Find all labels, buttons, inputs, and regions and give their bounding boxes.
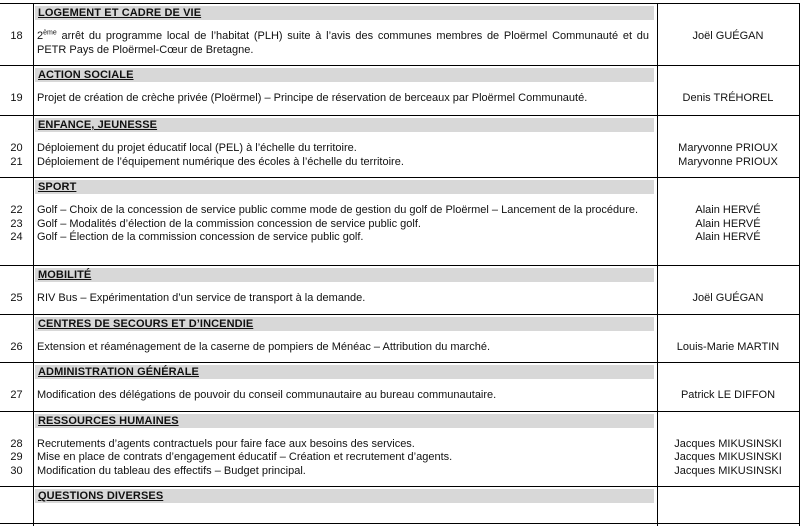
- agenda-item-row: [0, 142, 799, 156]
- item-text: Golf – Élection de la commission concession de service public golf.: [37, 231, 364, 243]
- agenda-item-row: [0, 204, 799, 218]
- item-text: Déploiement du projet éducatif local (PEL) à l’échelle du territoire.: [37, 142, 357, 154]
- rapporteur-name: Alain HERVÉ: [695, 204, 761, 216]
- item-text: Projet de création de crèche privée (Ploërmel) – Principe de réservation de berceaux par Ploërmel Communauté.: [37, 92, 588, 104]
- section-items: [0, 341, 799, 355]
- column-divider: [657, 315, 658, 363]
- agenda-section: [0, 66, 799, 116]
- item-text: RIV Bus – Expérimentation d’un service de transport à la demande.: [37, 292, 366, 304]
- rapporteur-name: Maryvonne PRIOUX: [678, 142, 778, 154]
- column-divider: [657, 487, 658, 523]
- item-number: 26: [10, 340, 23, 353]
- item-number: 19: [10, 92, 23, 104]
- item-text: Golf – Choix de la concession de service public comme mode de gestion du golf de Ploërmel – Lancement de la procédure.: [37, 204, 639, 216]
- section-header-band: [35, 118, 654, 132]
- item-text: Extension et réaménagement de la caserne de pompiers de Ménéac – Attribution du marché.: [37, 340, 491, 353]
- agenda-item-row: [0, 292, 799, 306]
- item-number: 23: [10, 217, 23, 230]
- section-header-band: [35, 6, 654, 20]
- column-divider: [33, 266, 34, 314]
- section-title: ENFANCE, JEUNESSE: [38, 119, 158, 131]
- item-number: 30: [10, 464, 23, 477]
- agenda-item-row: [0, 341, 799, 355]
- rapporteur-name: Jacques MIKUSINSKI: [674, 464, 782, 477]
- item-number: 21: [10, 155, 23, 168]
- column-divider: [33, 315, 34, 363]
- section-header-band: [35, 180, 654, 194]
- agenda-item-row: [0, 451, 799, 465]
- section-items: [0, 142, 799, 169]
- item-text: Déploiement de l’équipement numérique des écoles à l’échelle du territoire.: [37, 155, 404, 168]
- section-title: ACTION SOCIALE: [38, 69, 134, 81]
- agenda-item-row: [0, 465, 799, 479]
- agenda-section: [0, 4, 799, 66]
- agenda-section: [0, 487, 799, 524]
- agenda-table: [0, 3, 800, 526]
- section-header-band: [35, 414, 654, 428]
- section-title: RESSOURCES HUMAINES: [38, 414, 179, 427]
- section-title: CENTRES DE SECOURS ET D’INCENDIE: [38, 317, 254, 330]
- item-number: 29: [10, 451, 23, 463]
- column-divider: [33, 178, 34, 265]
- section-items: [0, 438, 799, 479]
- column-divider: [657, 178, 658, 265]
- agenda-section: [0, 266, 799, 315]
- column-divider: [657, 266, 658, 314]
- column-divider: [33, 66, 34, 115]
- column-divider: [33, 487, 34, 523]
- item-text: Recrutements d’agents contractuels pour faire face aux besoins des services.: [37, 437, 415, 450]
- column-divider: [33, 4, 34, 65]
- section-title: SPORT: [38, 181, 77, 193]
- item-text: Modification des délégations de pouvoir du conseil communautaire au bureau communautaire.: [37, 389, 497, 401]
- rapporteur-name: Maryvonne PRIOUX: [678, 155, 778, 168]
- column-divider: [657, 66, 658, 115]
- section-header-band: [35, 68, 654, 82]
- rapporteur-name: Louis-Marie MARTIN: [676, 340, 780, 353]
- rapporteur-name: Alain HERVÉ: [695, 217, 761, 230]
- item-number: 24: [10, 231, 23, 243]
- item-number: 25: [10, 292, 23, 304]
- agenda-section: [0, 178, 799, 266]
- rapporteur-name: Denis TRÉHOREL: [682, 92, 774, 104]
- agenda-section: [0, 315, 799, 364]
- section-header-band: [35, 268, 654, 282]
- section-title: ADMINISTRATION GÉNÉRALE: [38, 366, 199, 378]
- column-divider: [657, 4, 658, 65]
- column-divider: [657, 116, 658, 177]
- item-number: 27: [10, 389, 23, 401]
- agenda-section: [0, 116, 799, 178]
- section-header-band: [35, 489, 654, 503]
- column-divider: [657, 412, 658, 487]
- agenda-item-row: [0, 231, 799, 245]
- agenda-item-row: [0, 92, 799, 106]
- item-number: 22: [10, 204, 23, 216]
- item-text: Mise en place de contrats d’engagement éducatif – Création et recrutement d’agents.: [37, 451, 453, 463]
- item-text: Golf – Modalités d’élection de la commission concession de service public golf.: [37, 217, 421, 230]
- column-divider: [33, 116, 34, 177]
- section-title: MOBILITÉ: [38, 269, 92, 281]
- section-header-band: [35, 317, 654, 331]
- rapporteur-name: Jacques MIKUSINSKI: [674, 437, 782, 450]
- item-number: 20: [10, 142, 23, 154]
- agenda-item-row: [0, 438, 799, 452]
- section-title: QUESTIONS DIVERSES: [38, 490, 164, 502]
- section-items: [0, 204, 799, 245]
- column-divider: [657, 363, 658, 411]
- rapporteur-name: Patrick LE DIFFON: [680, 389, 776, 401]
- item-text: Modification du tableau des effectifs – Budget principal.: [37, 464, 306, 477]
- section-items: [0, 30, 799, 57]
- agenda-item-row: [0, 218, 799, 232]
- section-header-band: [35, 365, 654, 379]
- item-number: 18: [10, 30, 23, 42]
- rapporteur-name: Jacques MIKUSINSKI: [674, 451, 782, 463]
- section-items: [0, 292, 799, 306]
- column-divider: [33, 412, 34, 487]
- section-items: [0, 389, 799, 403]
- item-number: 28: [10, 437, 23, 450]
- section-title: LOGEMENT ET CADRE DE VIE: [38, 7, 202, 19]
- agenda-section: [0, 363, 799, 412]
- rapporteur-name: Joël GUÉGAN: [692, 292, 764, 304]
- agenda-section: [0, 412, 799, 488]
- agenda-item-row: [0, 30, 799, 57]
- agenda-item-row: [0, 156, 799, 170]
- section-items: [0, 92, 799, 106]
- rapporteur-name: Alain HERVÉ: [695, 231, 761, 243]
- rapporteur-name: Joël GUÉGAN: [692, 30, 764, 42]
- column-divider: [33, 363, 34, 411]
- item-text: 2ème arrêt du programme local de l’habitat (PLH) suite à l’avis des communes membres de Ploërmel Communauté et du PETR Pays de Ploërmel-Cœur de Bretagne.: [37, 29, 649, 56]
- agenda-item-row: [0, 389, 799, 403]
